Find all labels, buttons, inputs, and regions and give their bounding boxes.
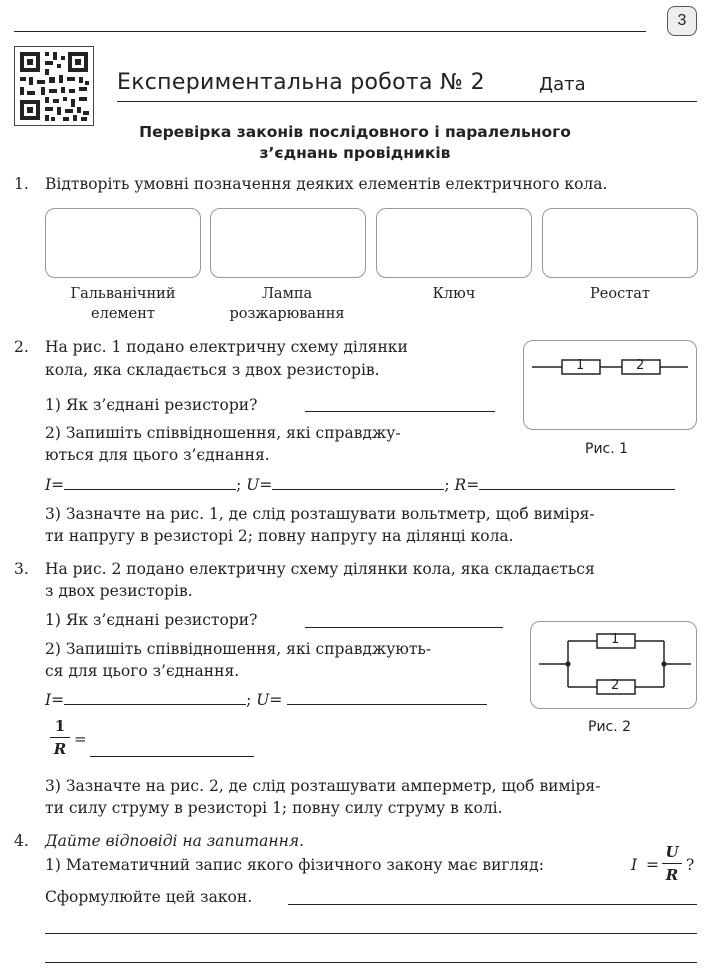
- symbol-box-cell[interactable]: [45, 208, 201, 278]
- ohm-law-fraction: [662, 843, 682, 884]
- task3-q1-answer-line[interactable]: [305, 627, 503, 628]
- task3-sep-1: ;: [246, 691, 252, 709]
- task4-answer-line-1[interactable]: [288, 904, 697, 905]
- label-lamp: [205, 284, 369, 324]
- task2-sep-2: ;: [444, 476, 450, 494]
- task4-q1: 1) Математичний запис якого фізичного закону має вигляд:: [45, 856, 544, 874]
- label-cell: [45, 284, 201, 324]
- task3-R-field[interactable]: [90, 756, 254, 757]
- task4-number: 4.: [14, 832, 29, 850]
- task3-q3-line-1: 3) Зазначте на рис. 2, де слід розташувати амперметр, щоб виміря-: [45, 777, 601, 795]
- task2-q2-line-1: 2) Запишіть співвідношення, які справджу-: [45, 424, 401, 442]
- task2-R-field[interactable]: [479, 489, 675, 490]
- task3-q1: [45, 611, 257, 629]
- figure-2-caption: Рис. 2: [588, 719, 632, 735]
- task2-I-field[interactable]: [64, 489, 236, 490]
- top-rule: [14, 31, 646, 32]
- label-cell-line-1: Гальванічний: [70, 286, 176, 302]
- symbol-box-rheostat[interactable]: [542, 208, 698, 278]
- task2-q1: [45, 396, 257, 414]
- task2-q3-line-1: 3) Зазначте на рис. 1, де слід розташувати вольтметр, щоб виміря-: [45, 505, 595, 523]
- subtitle-line-2: з’єднань провідників: [259, 144, 451, 162]
- task4-lhs: I: [631, 856, 638, 874]
- task4-text: Дайте відповіді на запитання.: [45, 832, 305, 850]
- task3-U: U: [256, 691, 270, 709]
- task2-eq-1: =: [51, 476, 65, 494]
- task4-formulate: Сформулюйте цей закон.: [45, 888, 253, 906]
- task4-answer-line-2[interactable]: [45, 933, 697, 934]
- qr-code-icon: [14, 46, 94, 126]
- task3-frac-num: 1: [54, 717, 66, 735]
- figure-2: [530, 621, 697, 709]
- task3-frac-bar: [50, 737, 70, 738]
- fig1-resistor-2-label: 2: [636, 358, 645, 373]
- task4-frac-num: U: [665, 843, 679, 861]
- task3-relations-line: [45, 691, 487, 709]
- fig2-resistor-1-label: 1: [611, 632, 620, 647]
- task2-text-1: На рис. 1 подано електричну схему ділянки: [45, 338, 408, 356]
- fig2-resistor-2-label: 2: [611, 678, 620, 693]
- task3-q2-line-1: 2) Запишіть співвідношення, які справджують-: [45, 640, 432, 658]
- task2-text-2: кола, яка складається з двох резисторів.: [45, 361, 380, 379]
- figure-1-caption: Рис. 1: [585, 441, 629, 457]
- label-lamp-line-1: Лампа: [261, 286, 313, 302]
- task3-q1-text: 1) Як з’єднані резистори?: [45, 611, 258, 629]
- task2-number: 2.: [14, 338, 29, 356]
- page-number: 3: [677, 12, 687, 29]
- task3-eq-1: =: [51, 691, 65, 709]
- page-number-badge: [667, 6, 697, 36]
- subtitle-line-1: Перевірка законів послідовного і паралельного: [139, 123, 571, 141]
- task1-text: Відтворіть умовні позначення деяких елементів електричного кола.: [45, 175, 608, 193]
- task2-eq-2: =: [259, 476, 273, 494]
- label-switch: [376, 284, 532, 304]
- task3-text-1: На рис. 2 подано електричну схему ділянки кола, яка складається: [45, 560, 595, 578]
- symbol-box-switch[interactable]: [376, 208, 532, 278]
- label-lamp-line-2: розжарювання: [229, 306, 345, 322]
- task2-relations-line: [45, 476, 697, 494]
- task3-frac-den: R: [53, 740, 67, 758]
- task3-number: 3.: [14, 560, 29, 578]
- task3-q3-line-2: ти силу струму в резисторі 1; повну силу струму в колі.: [45, 799, 503, 817]
- header-rule: [117, 101, 697, 102]
- task2-q2-line-2: ються для цього з’єднання.: [45, 446, 270, 464]
- label-switch-line-1: Ключ: [432, 286, 476, 302]
- subtitle: [100, 122, 610, 164]
- task3-reciprocal-R: [50, 717, 70, 758]
- date-label: Дата: [539, 74, 586, 95]
- series-circuit-diagram: [524, 341, 696, 429]
- task2-q1-answer-line[interactable]: [305, 411, 495, 412]
- task3-text-2: з двох резисторів.: [45, 582, 193, 600]
- task2-U: U: [246, 476, 260, 494]
- work-title: Експериментальна робота № 2: [117, 70, 485, 95]
- task4-qmark: ?: [686, 856, 695, 874]
- task2-R: R: [454, 476, 467, 494]
- task4-frac-den: R: [665, 866, 679, 884]
- task2-sep-1: ;: [236, 476, 242, 494]
- label-rheostat: [542, 284, 698, 304]
- task3-frac-eq: =: [74, 730, 87, 748]
- task2-q3-line-2: ти напругу в резисторі 2; повну напругу на ділянці кола.: [45, 527, 514, 545]
- task3-eq-2: =: [269, 691, 283, 709]
- task4-answer-line-3[interactable]: [45, 962, 697, 963]
- task2-q1-text: 1) Як з’єднані резистори?: [45, 396, 258, 414]
- fig1-resistor-1-label: 1: [576, 358, 585, 373]
- task1-number: 1.: [14, 175, 29, 193]
- task3-q2-line-2: ся для цього з’єднання.: [45, 662, 240, 680]
- label-rheostat-line-1: Реостат: [590, 286, 650, 302]
- task2-U-field[interactable]: [272, 489, 444, 490]
- label-cell-line-2: елемент: [91, 306, 155, 322]
- task4-eq: =: [646, 856, 659, 874]
- task3-I-field[interactable]: [64, 704, 246, 705]
- task2-I: I: [45, 476, 52, 494]
- task3-I: I: [45, 691, 52, 709]
- task2-eq-3: =: [466, 476, 480, 494]
- figure-1: [523, 340, 697, 430]
- symbol-box-lamp[interactable]: [210, 208, 366, 278]
- task4-frac-bar: [662, 863, 682, 864]
- task3-U-field[interactable]: [287, 704, 487, 705]
